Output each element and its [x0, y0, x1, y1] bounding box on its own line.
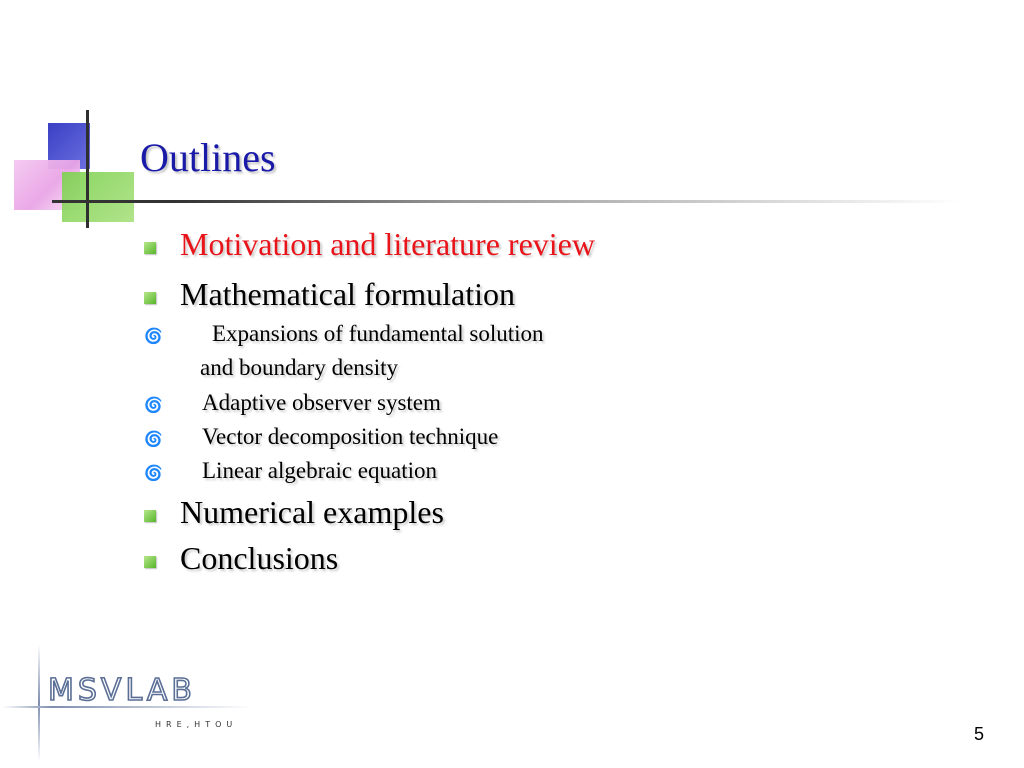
- square-bullet-icon: [144, 510, 156, 522]
- list-item: [144, 226, 595, 263]
- item-text: Adaptive observer system: [202, 390, 441, 415]
- logo-name: MSVLAB: [48, 673, 196, 708]
- list-item-continuation: [200, 355, 398, 381]
- item-text: and boundary density: [200, 355, 399, 380]
- spiral-bullet-icon: 🌀: [144, 429, 163, 448]
- logo-subtitle: HRE,HTOU: [155, 720, 238, 729]
- list-item: [144, 540, 338, 577]
- title-underline: [52, 200, 962, 203]
- square-bullet-icon: [144, 556, 156, 568]
- square-bullet-icon: [144, 242, 156, 254]
- decor-vertical-line: [86, 110, 89, 228]
- list-item: [144, 494, 444, 531]
- msvlab-logo: [0, 640, 260, 768]
- spiral-bullet-icon: 🌀: [144, 395, 163, 414]
- spiral-bullet-icon: 🌀: [144, 326, 163, 345]
- item-text: Vector decomposition technique: [202, 424, 499, 449]
- decor-green-square: [62, 172, 134, 222]
- item-text: Expansions of fundamental solution: [212, 321, 544, 346]
- item-text: Linear algebraic equation: [202, 458, 437, 483]
- list-item: [144, 424, 498, 450]
- page-number: 5: [974, 724, 985, 744]
- item-text: Mathematical formulation: [180, 276, 515, 312]
- list-item: [144, 276, 515, 313]
- item-text: Motivation and literature review: [180, 226, 595, 262]
- item-text: Conclusions: [180, 540, 339, 576]
- slide-title: Outlines: [140, 135, 276, 180]
- item-text: Numerical examples: [180, 494, 444, 530]
- list-item: [144, 458, 437, 484]
- square-bullet-icon: [144, 292, 156, 304]
- list-item: [144, 390, 441, 416]
- list-item: [144, 321, 544, 347]
- spiral-bullet-icon: 🌀: [144, 463, 163, 482]
